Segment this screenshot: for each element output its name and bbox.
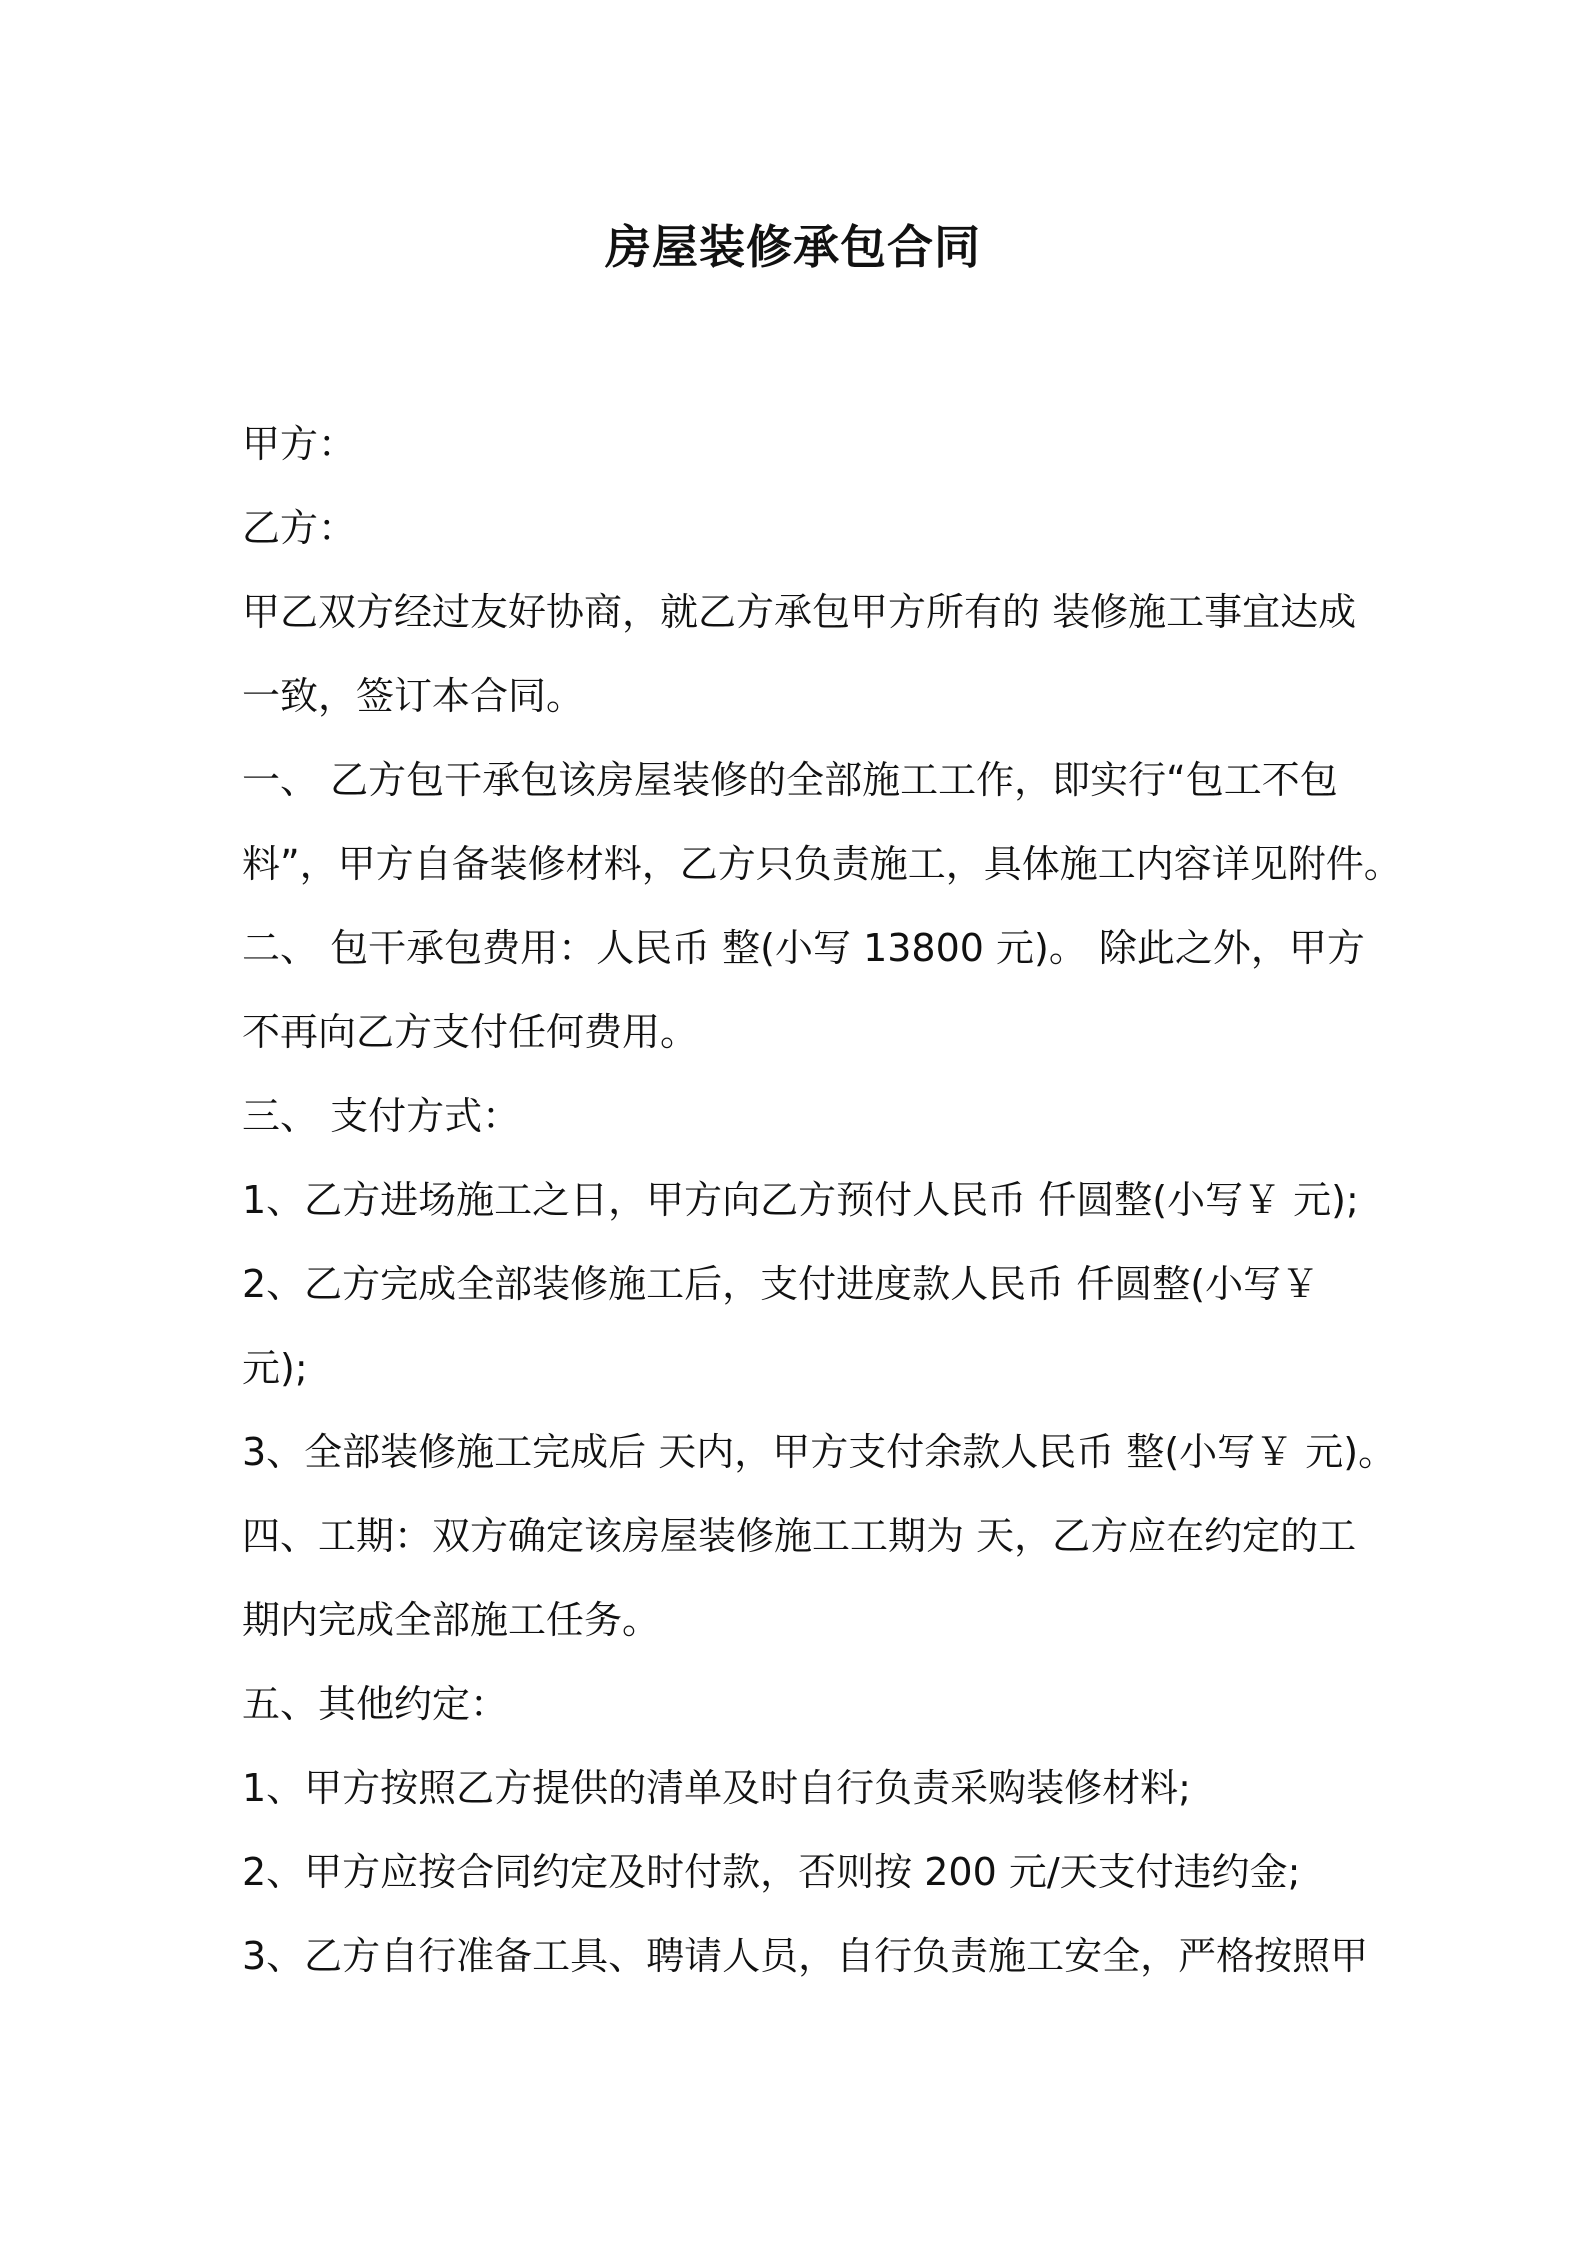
other-item-3: 3、乙方自行准备工具、聘请人员，自行负责施工安全，严格按照甲 [242,1934,1369,1978]
clause-1-line-2: 料”，甲方自备装修材料，乙方只负责施工，具体施工内容详见附件。 [242,842,1402,886]
clause-2-line-2: 不再向乙方支付任何费用。 [242,1010,699,1054]
clause-3-heading: 三、 支付方式： [242,1094,521,1138]
party-a-line: 甲方： [242,422,357,466]
party-b-line: 乙方： [242,506,357,550]
clause-4-line-2: 期内完成全部施工任务。 [242,1598,661,1642]
clause-4-line-1: 四、工期：双方确定该房屋装修施工工期为 天，乙方应在约定的工 [242,1514,1357,1558]
preamble-line-2: 一致，签订本合同。 [242,674,585,718]
preamble-line-1: 甲乙双方经过友好协商，就乙方承包甲方所有的 装修施工事宜达成 [242,590,1357,634]
payment-item-3: 3、全部装修施工完成后 天内，甲方支付余款人民币 整(小写￥ 元)。 [242,1430,1397,1474]
contract-body [242,402,1402,1998]
payment-item-1: 1、乙方进场施工之日，甲方向乙方预付人民币 仟圆整(小写￥ 元); [242,1178,1359,1222]
other-item-1: 1、甲方按照乙方提供的清单及时自行负责采购装修材料; [242,1766,1191,1810]
clause-1-line-1: 一、 乙方包干承包该房屋装修的全部施工工作，即实行“包工不包 [242,758,1338,802]
clause-5-heading: 五、其他约定： [242,1682,509,1726]
payment-item-2-line-2: 元); [242,1346,308,1390]
document-title: 房屋装修承包合同 [605,220,981,274]
payment-item-2-line-1: 2、乙方完成全部装修施工后，支付进度款人民币 仟圆整(小写￥ [242,1262,1320,1306]
clause-2-line-1: 二、 包干承包费用：人民币 整(小写 13800 元)。 除此之外，甲方 [242,926,1365,970]
other-item-2: 2、甲方应按合同约定及时付款，否则按 200 元/天支付违约金; [242,1850,1301,1894]
